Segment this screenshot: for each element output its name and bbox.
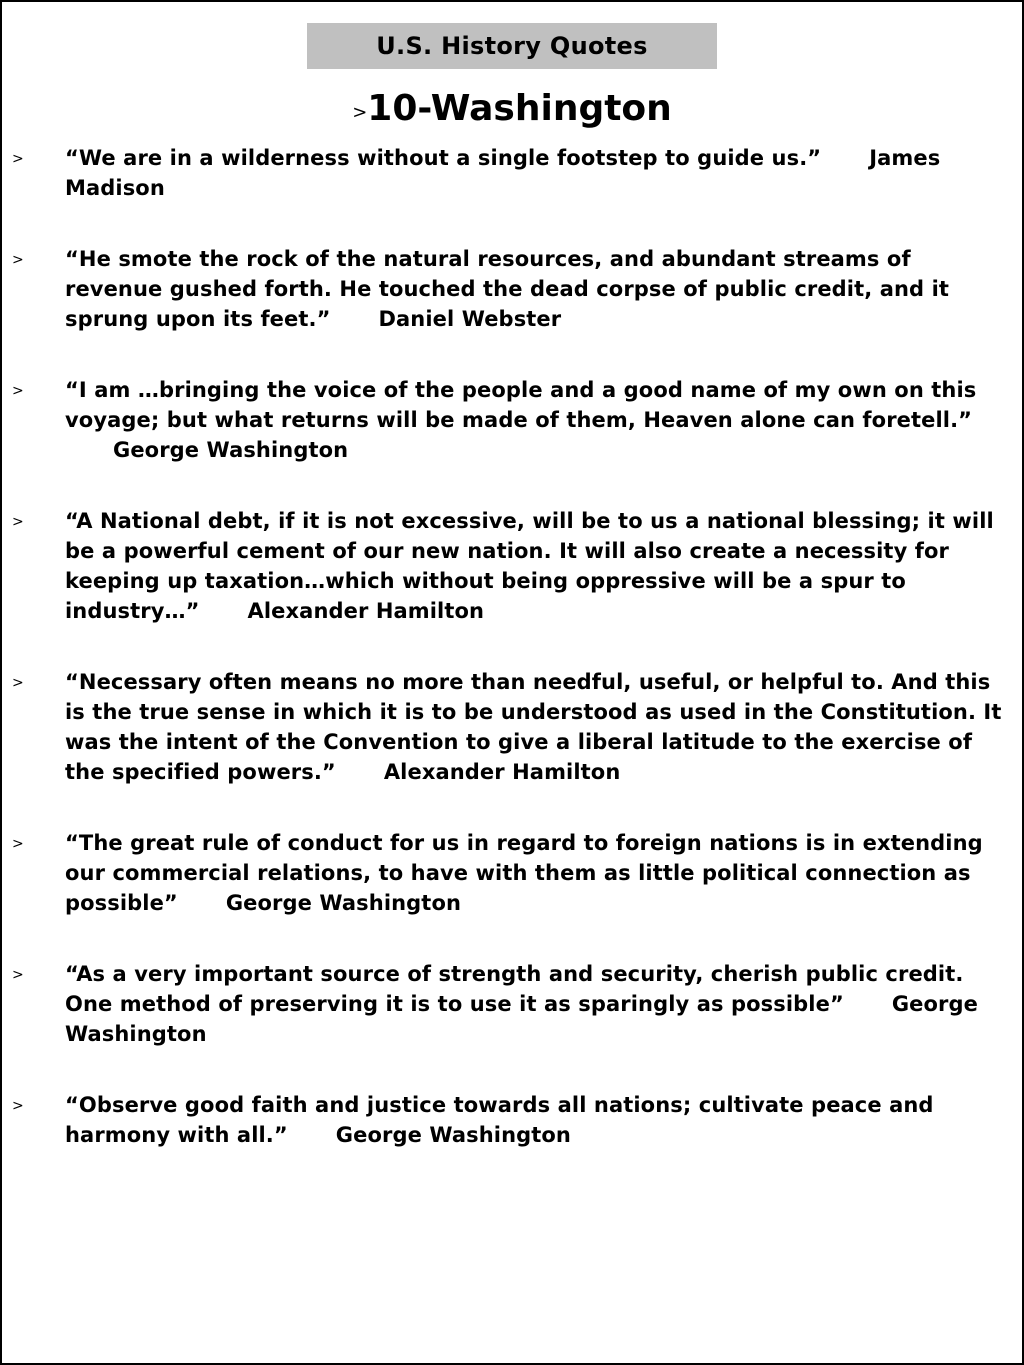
quote-text: “Observe good faith and justice towards all nations; cultivate peace and harmony with all.”: [65, 1093, 934, 1147]
quote-text: “The great rule of conduct for us in regard to foreign nations is in extending our commercial relations, to have with them as little political connection as possible”: [65, 831, 983, 915]
bullet-marker: >: [12, 1098, 24, 1114]
bullet-marker: >: [12, 967, 24, 983]
quote-item: [0, 506, 1024, 626]
header-banner: [307, 23, 717, 69]
quote-author: George Washington: [335, 1123, 571, 1147]
quote-text: “I am …bringing the voice of the people and a good name of my own on this voyage; but what returns will be made of them, Heaven alone can foretell.”: [65, 378, 977, 432]
quote-author: George Washington: [113, 438, 349, 462]
quote-item: [0, 375, 1024, 465]
quote-list: [0, 143, 1024, 1191]
bullet-marker: >: [12, 675, 24, 691]
bullet-marker: >: [12, 514, 24, 530]
quote-text: “He smote the rock of the natural resources, and abundant streams of revenue gushed forth. He touched the dead corpse of public credit, and it sprung upon its feet.”: [65, 247, 950, 331]
quote-text: “As a very important source of strength and security, cherish public credit. One method of preserving it is to use it as sparingly as possible”: [65, 962, 964, 1016]
bullet-marker: >: [12, 836, 24, 852]
quote-author: Alexander Hamilton: [247, 599, 485, 623]
quote-item: [0, 143, 1024, 203]
bullet-marker: >: [12, 151, 24, 167]
header-banner-text: U.S. History Quotes: [376, 32, 648, 60]
title-bullet: >: [352, 102, 368, 123]
quote-text: “A National debt, if it is not excessive, will be to us a national blessing; it will be a powerful cement of our new nation. It will also create a necessity for keeping up taxation…which without being oppressive will be a spur to industry…”: [65, 509, 994, 623]
quote-item: [0, 244, 1024, 334]
title-text: 10-Washington: [367, 88, 672, 129]
quote-author: Daniel Webster: [378, 307, 562, 331]
slide-title: [0, 84, 1024, 138]
quote-author: George Washington: [225, 891, 462, 915]
quote-author: Alexander Hamilton: [383, 760, 621, 784]
quote-item: [0, 667, 1024, 787]
bullet-marker: >: [12, 383, 24, 399]
bullet-marker: >: [12, 252, 24, 268]
quote-author: George Washington: [65, 992, 978, 1046]
quote-author: James Madison: [65, 146, 941, 200]
quote-item: [0, 959, 1024, 1049]
quote-item: [0, 828, 1024, 918]
quote-item: [0, 1090, 1024, 1150]
quote-text: “Necessary often means no more than needful, useful, or helpful to. And this is the true sense in which it is to be understood as used in the Constitution. It was the intent of the Convention to give a liberal latitude to the exercise of the specified powers.”: [65, 670, 1002, 784]
quote-text: “We are in a wilderness without a single footstep to guide us.”: [65, 146, 822, 170]
